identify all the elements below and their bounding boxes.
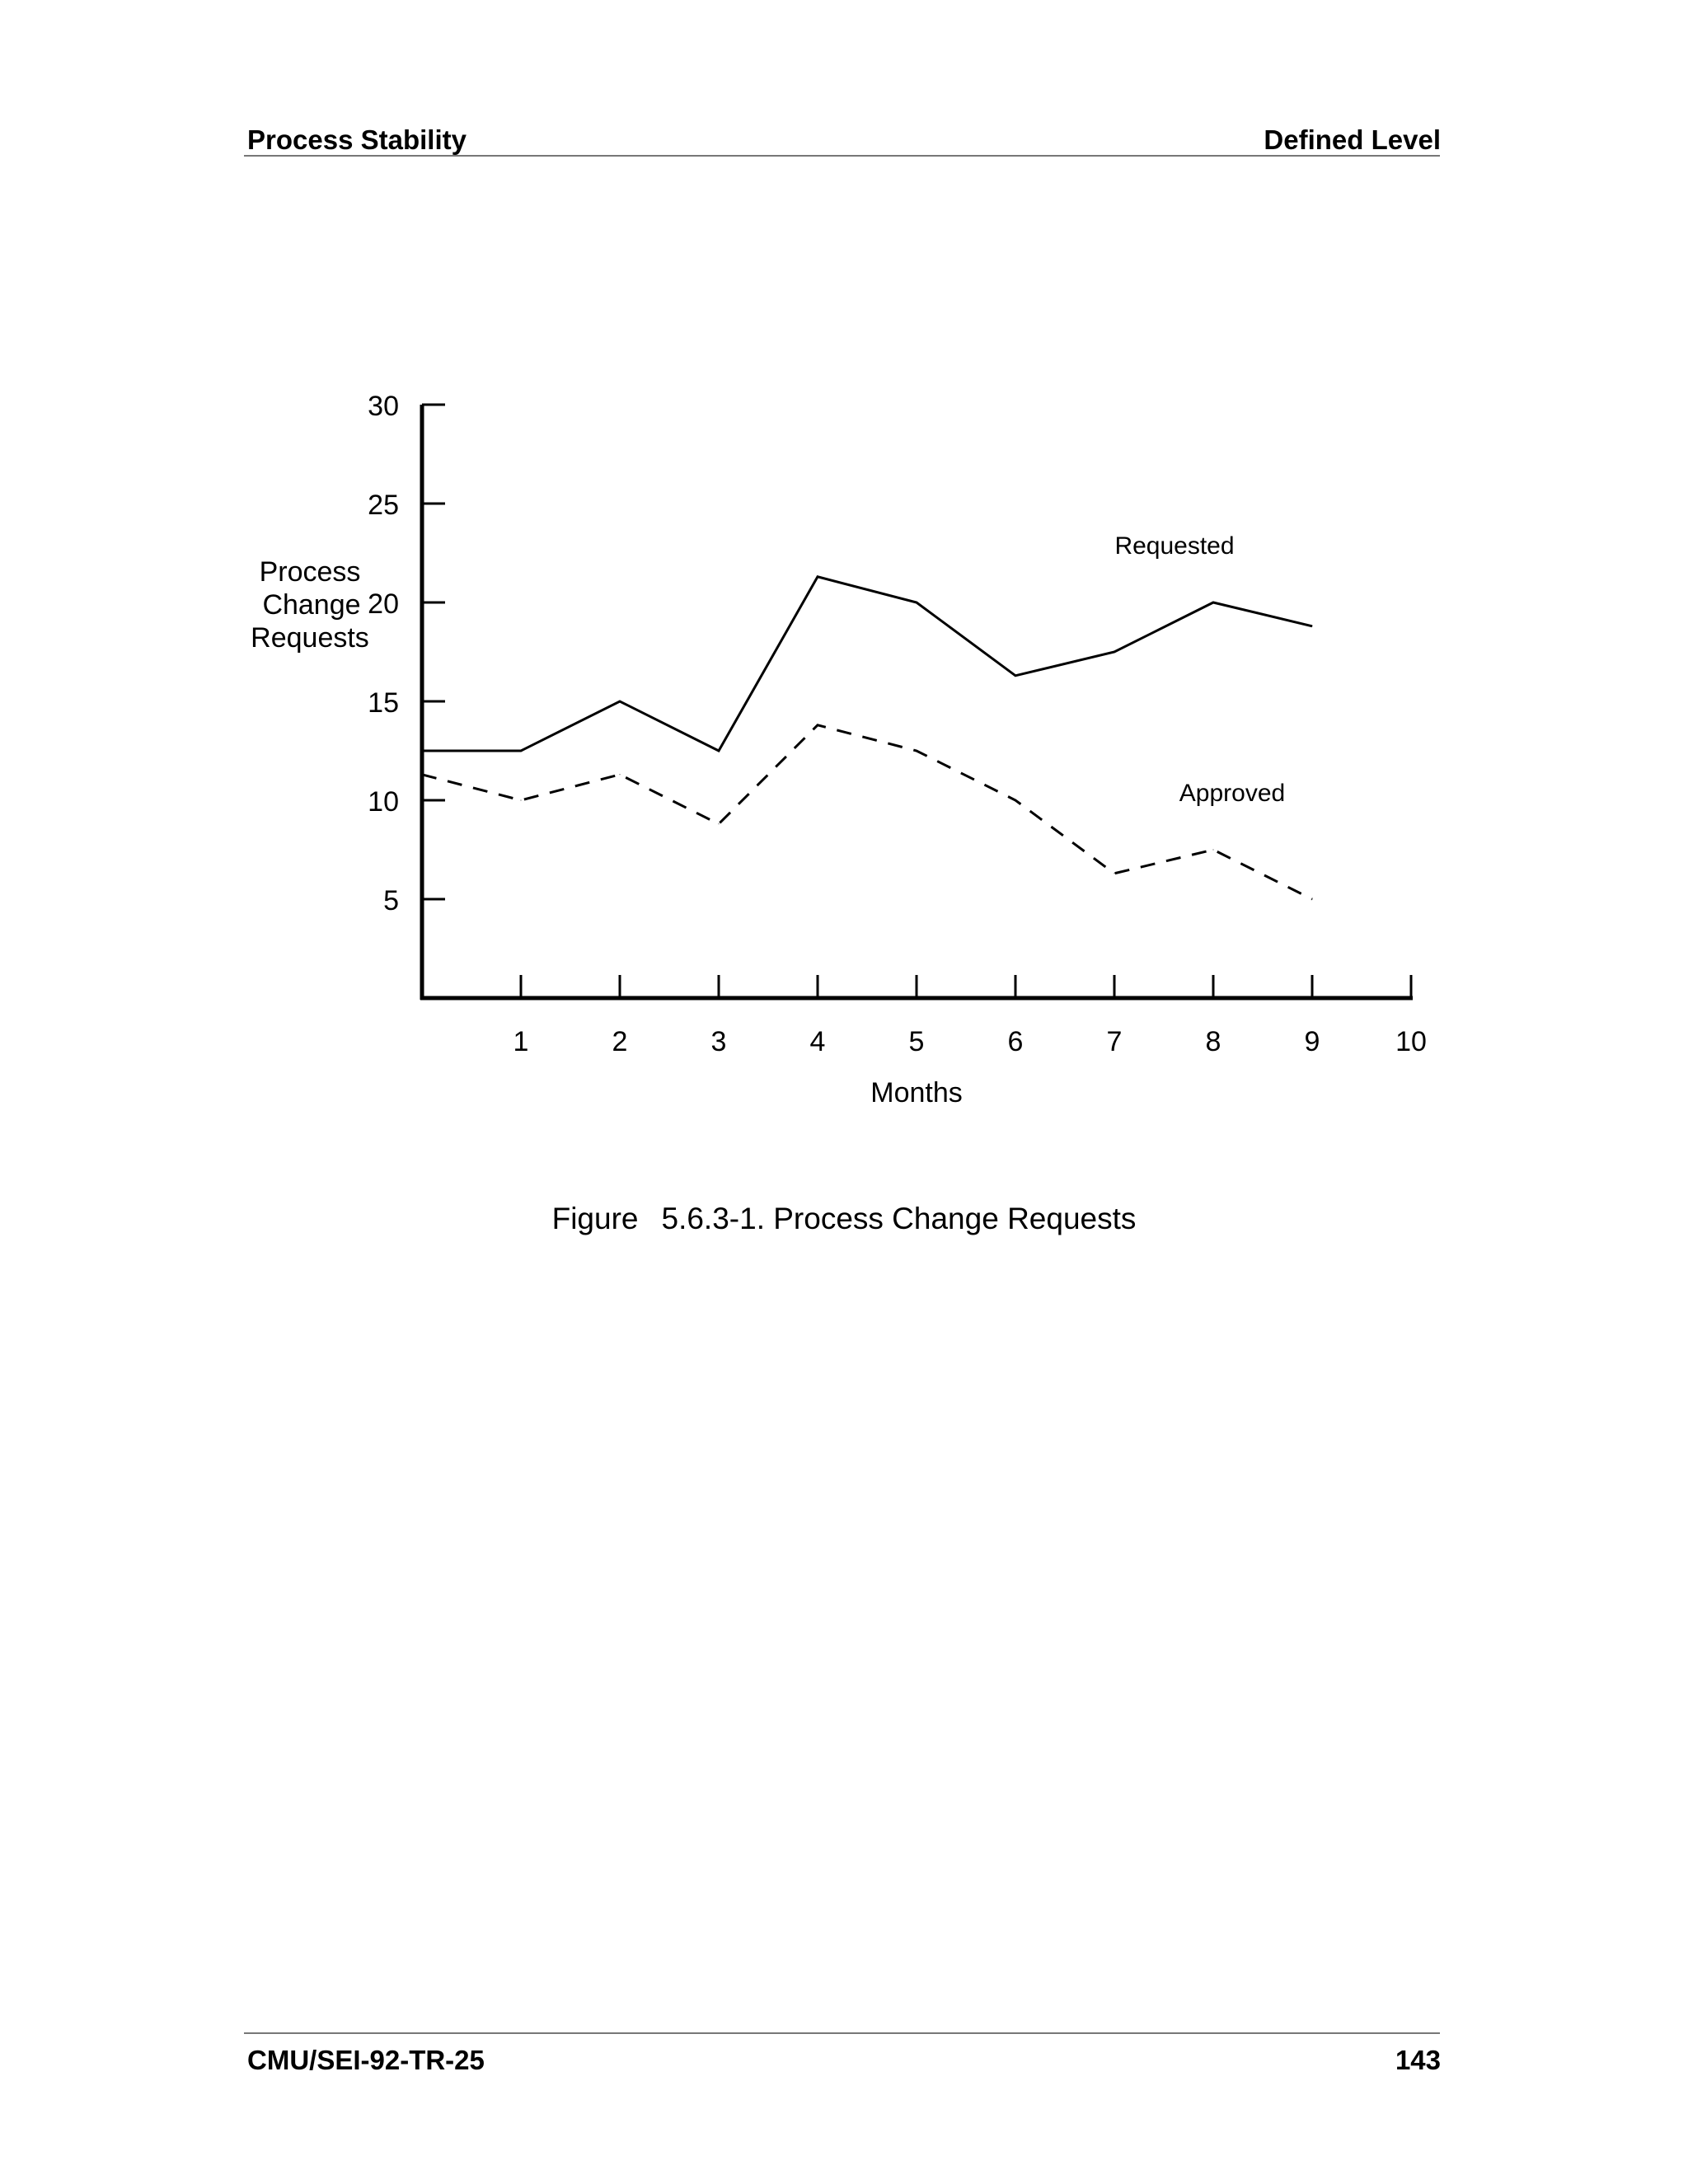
series-label-approved: Approved <box>1179 780 1286 807</box>
figure-caption-label: Figure <box>551 1202 639 1235</box>
running-footer-left: CMU/SEI-92-TR-25 <box>247 2045 485 2075</box>
x-tick-label: 1 <box>513 1026 529 1057</box>
x-axis-title: Months <box>870 1077 963 1108</box>
y-tick-label: 25 <box>368 490 399 521</box>
y-tick-label: 20 <box>368 588 399 620</box>
data-point-approved <box>1213 850 1214 851</box>
x-tick-label: 8 <box>1205 1026 1221 1057</box>
data-point-approved <box>1312 899 1313 900</box>
x-tick-label: 9 <box>1304 1026 1320 1057</box>
data-point-requested <box>1213 602 1214 603</box>
data-point-requested <box>620 701 621 702</box>
data-point-approved <box>521 800 522 801</box>
data-point-approved <box>422 774 423 775</box>
data-point-requested <box>521 751 522 752</box>
y-tick-label: 15 <box>368 687 399 719</box>
x-tick-label: 2 <box>612 1026 628 1057</box>
x-tick-label: 4 <box>809 1026 826 1057</box>
y-axis-title-line: Change <box>262 589 361 621</box>
figure-caption-text: 5.6.3-1. Process Change Requests <box>661 1202 1137 1235</box>
running-header-left: Process Stability <box>247 124 467 155</box>
data-point-approved <box>1114 873 1115 874</box>
data-point-requested <box>719 751 720 752</box>
y-tick-label: 5 <box>383 885 399 916</box>
running-header-right: Defined Level <box>1264 124 1441 155</box>
x-tick-label: 3 <box>710 1026 727 1057</box>
x-tick-label: 7 <box>1106 1026 1123 1057</box>
data-point-approved <box>1015 800 1016 801</box>
data-point-approved <box>719 823 720 824</box>
y-tick-label: 30 <box>368 391 399 422</box>
data-point-approved <box>620 774 621 775</box>
data-point-requested <box>1015 675 1016 676</box>
series-label-requested: Requested <box>1114 532 1235 560</box>
series-line-approved <box>422 725 1312 899</box>
y-axis-title-line: Process <box>259 556 361 588</box>
series-line-requested <box>422 577 1312 751</box>
y-tick-label: 10 <box>368 786 399 818</box>
x-tick-label: 5 <box>908 1026 925 1057</box>
y-axis-title-line: Requests <box>251 622 369 654</box>
data-point-requested <box>1114 652 1115 653</box>
x-tick-label: 10 <box>1395 1026 1427 1057</box>
x-tick-label: 6 <box>1007 1026 1024 1057</box>
figure-caption <box>0 1202 1688 1236</box>
page-number: 143 <box>1395 2045 1441 2075</box>
chart-axes <box>420 405 1413 1000</box>
chart-series <box>422 576 1313 899</box>
footer-rule <box>244 2032 1440 2034</box>
data-point-requested <box>422 751 423 752</box>
